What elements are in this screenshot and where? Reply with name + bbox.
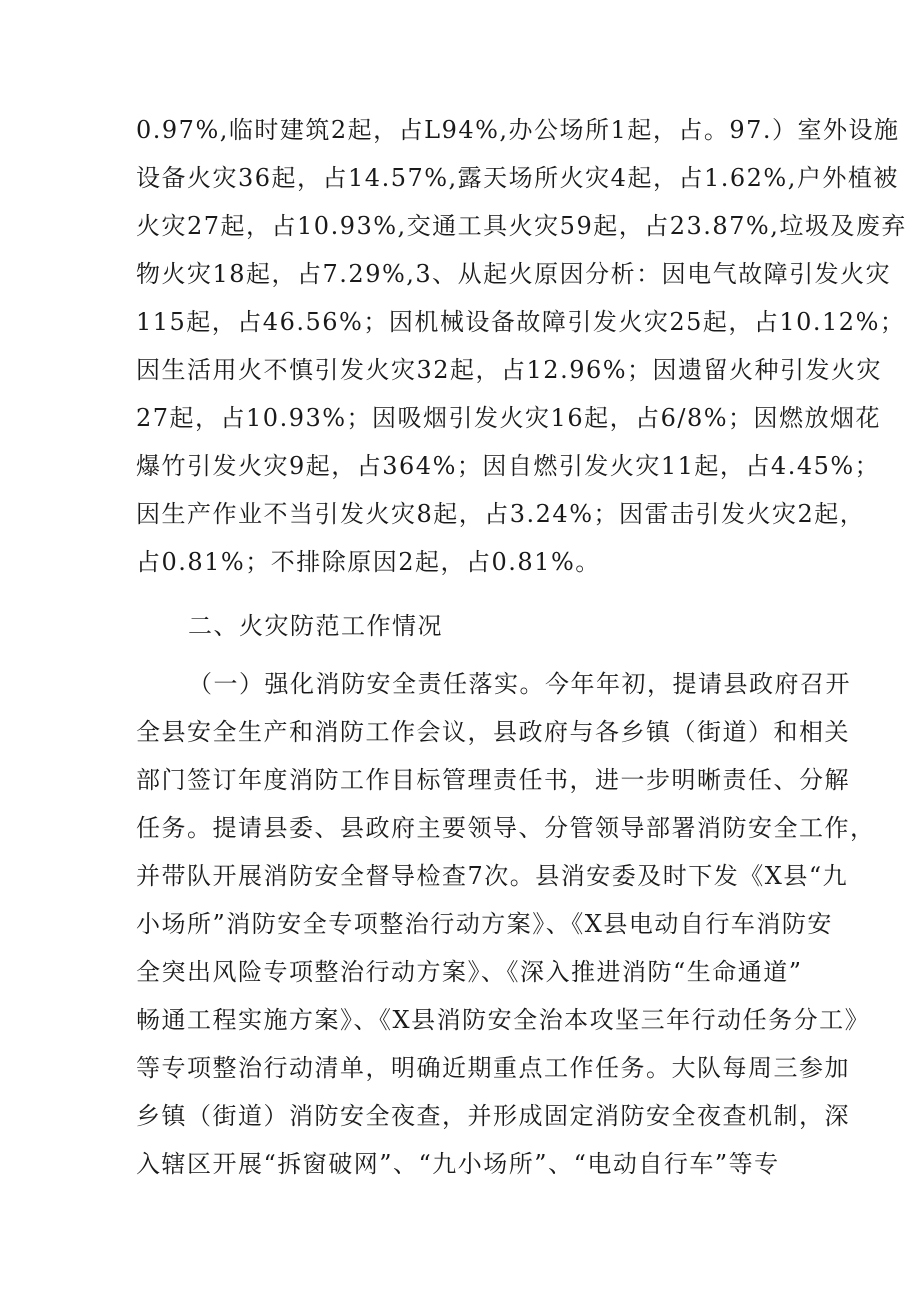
text-line: 入辖区开展“拆窗破网”、“九小场所”、“电动自行车”等专 xyxy=(136,1150,780,1178)
text-line: 乡镇（街道）消防安全夜查，并形成固定消防安全夜查机制，深 xyxy=(136,1102,850,1130)
text-line: 27起，占10.93%；因吸烟引发火灾16起，占6/8%；因燃放烟花 xyxy=(136,404,882,432)
text-line: 畅通工程实施方案》、《X县消防安全治本攻坚三年行动任务分工》 xyxy=(136,1006,871,1034)
text-line: 部门签订年度消防工作目标管理责任书，进一步明晰责任、分解 xyxy=(136,766,850,794)
section-heading xyxy=(136,602,796,650)
section-heading-text: 二、火灾防范工作情况 xyxy=(188,612,443,640)
text-line: 火灾27起，占10.93%,交通工具火灾59起，占23.87%,垃圾及废弃 xyxy=(136,212,907,240)
text-line: 占0.81%；不排除原因2起，占0.81%。 xyxy=(136,548,601,576)
text-line: 物火灾18起，占7.29%,3、从起火原因分析：因电气故障引发火灾 xyxy=(136,260,892,288)
text-line: 并带队开展消防安全督导检查7次。县消安委及时下发《X县“九 xyxy=(136,862,849,890)
text-line: 因生产作业不当引发火灾8起，占3.24%；因雷击引发火灾2起， xyxy=(136,500,866,528)
text-line: 爆竹引发火灾9起，占364%；因自燃引发火灾11起，占4.45%； xyxy=(136,452,881,480)
text-line: 全突出风险专项整治行动方案》、《深入推进消防“生命通道” xyxy=(136,958,803,986)
text-line: 因生活用火不慎引发火灾32起，占12.96%；因遗留火种引发火灾 xyxy=(136,356,883,384)
text-line: 小场所”消防安全专项整治行动方案》、《X县电动自行车消防安 xyxy=(136,910,833,938)
fire-cause-statistics-paragraph xyxy=(136,106,907,586)
text-line: 等专项整治行动清单，明确近期重点工作任务。大队每周三参加 xyxy=(136,1054,850,1082)
fire-prevention-paragraph xyxy=(136,660,876,1188)
text-line: （一）强化消防安全责任落实。今年年初，提请县政府召开 xyxy=(188,670,851,698)
text-line: 全县安全生产和消防工作会议，县政府与各乡镇（街道）和相关 xyxy=(136,718,850,746)
text-line: 0.97%,临时建筑2起，占L94%,办公场所1起，占。97.）室外设施 xyxy=(136,116,900,144)
text-line: 任务。提请县委、县政府主要领导、分管领导部署消防安全工作， xyxy=(136,814,876,842)
text-line: 115起，占46.56%；因机械设备故障引发火灾25起，占10.12%； xyxy=(136,308,906,336)
text-line: 设备火灾36起，占14.57%,露天场所火灾4起，占1.62%,户外植被 xyxy=(136,164,899,192)
